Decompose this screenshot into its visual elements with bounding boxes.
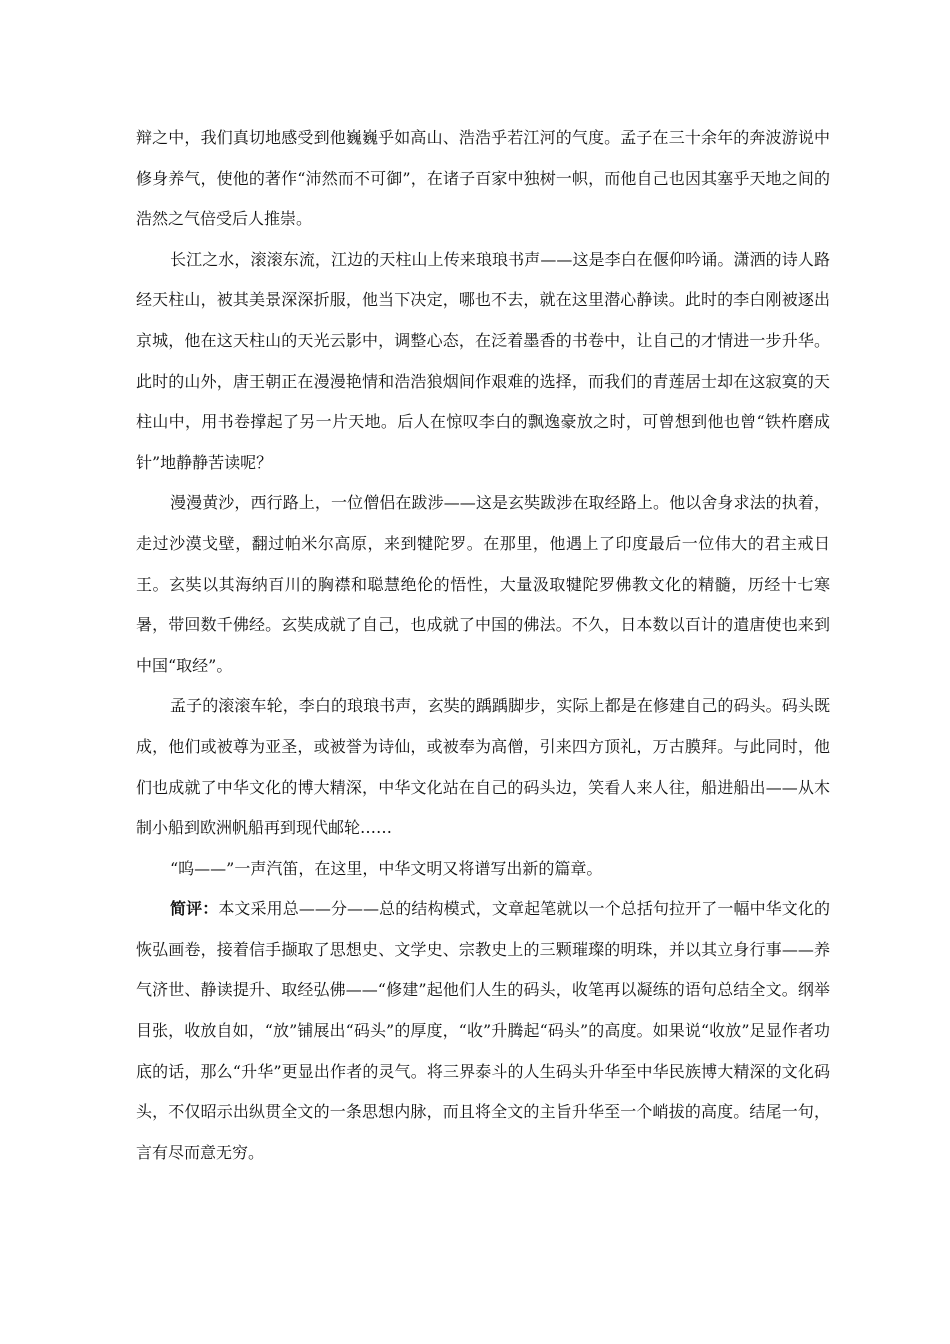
paragraph-mencius-end: 辩之中，我们真切地感受到他巍巍乎如高山、浩浩乎若江河的气度。孟子在三十余年的奔波游说中修身养气，使他的著作“沛然而不可御”，在诸子百家中独树一帜，而他自己也因其塞乎天地之间的浩然之气倍受后人推崇。 <box>136 128 830 229</box>
review-label: 简评： <box>170 899 219 919</box>
review-text: 本文采用总——分——总的结构模式，文章起笔就以一个总括句拉开了一幅中华文化的恢弘画卷，接着信手撷取了思想史、文学史、宗教史上的三颗璀璨的明珠，并以其立身行事——养气济世、静读提升、取经弘佛——“修建”起他们人生的码头，收笔再以凝练的语句总结全文。纲举目张，收放自如，“放”铺展出“码头”的厚度，“收”升腾起“码头”的高度。如果说“收放”足显作者功底的话，那么“升华”更显出作者的灵气。将三界泰斗的人生码头升华至中华民族博大精深的文化码头，不仅昭示出纵贯全文的一条思想内脉，而且将全文的主旨升华至一个峭拔的高度。结尾一句，言有尽而意无穷。 <box>136 899 830 1162</box>
paragraph-wharf-summary: 孟子的滚滚车轮，李白的琅琅书声，玄奘的踽踽脚步，实际上都是在修建自己的码头。码头既成，他们或被尊为亚圣，或被誉为诗仙，或被奉为高僧，引来四方顶礼，万古膜拜。与此同时，他们也成就了中华文化的博大精深，中华文化站在自己的码头边，笑看人来人往，船进船出——从木制小船到欧洲帆船再到现代邮轮…… <box>136 696 830 838</box>
paragraph-closing-whistle: “呜——”一声汽笛，在这里，中华文明又将谱写出新的篇章。 <box>170 858 603 878</box>
paragraph-xuanzang: 漫漫黄沙，西行路上，一位僧侣在跋涉——这是玄奘跋涉在取经路上。他以舍身求法的执着，走过沙漠戈壁，翻过帕米尔高原，来到犍陀罗。在那里，他遇上了印度最后一位伟大的君主戒日王。玄奘以其海纳百川的胸襟和聪慧绝伦的悟性，大量汲取犍陀罗佛教文化的精髓，历经十七寒暑，带回数千佛经。玄奘成就了自己，也成就了中国的佛法。不久，日本数以百计的遣唐使也来到中国“取经”。 <box>136 493 830 675</box>
review-paragraph <box>136 889 830 1173</box>
paragraph-li-bai: 长江之水，滚滚东流，江边的天柱山上传来琅琅书声——这是李白在偃仰吟诵。潇洒的诗人路经天柱山，被其美景深深折服，他当下决定，哪也不去，就在这里潜心静读。此时的李白刚被逐出京城，他在这天柱山的天光云影中，调整心态，在泛着墨香的书卷中，让自己的才情进一步升华。此时的山外，唐王朝正在漫漫艳情和浩浩狼烟间作艰难的选择，而我们的青莲居士却在这寂寞的天柱山中，用书卷撑起了另一片天地。后人在惊叹李白的飘逸豪放之时，可曾想到他也曾“铁杵磨成针”地静静苦读呢？ <box>136 249 830 472</box>
document-body <box>136 118 830 1173</box>
